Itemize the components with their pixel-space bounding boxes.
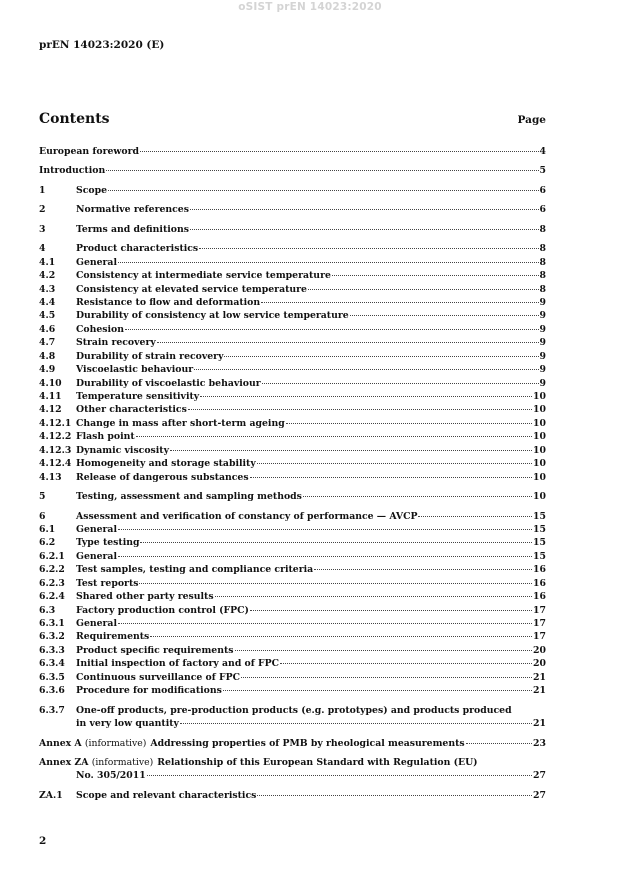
toc-entry-title: Strain recovery [76,337,156,349]
annex-label [39,737,146,750]
toc-entry-number: 4.5 [39,310,56,322]
toc-entry-number: 4.7 [39,337,56,349]
toc-entry-title: Test reports [76,577,139,589]
toc-entry-page: 10 [533,471,546,483]
toc-entry-title-line2: in very low quantity [76,718,179,730]
annex-a-page: 23 [533,737,546,749]
dot-leader [224,356,538,357]
toc-entry-page: 6 [539,184,546,196]
toc-entry-page: 16 [533,591,546,603]
toc-entry[interactable] [39,164,546,177]
toc-entry-title: Continuous surveillance of FPC [76,671,240,683]
toc-entry-title: Initial inspection of factory and of FPC [76,658,279,670]
toc-entry-page: 9 [539,310,546,322]
dot-leader [466,743,532,744]
toc-entry-title: Consistency at elevated service temperature [76,283,307,295]
dot-leader [170,450,532,451]
toc-entry-page: 8 [539,256,546,268]
toc-entry-title: General [76,618,117,629]
toc-entry-title: Testing, assessment and sampling methods [76,491,302,503]
toc-entry-page: 21 [533,671,546,683]
toc-entry-page: 10 [533,444,546,456]
dot-leader [286,423,532,424]
toc-entry-number: 4.6 [39,323,56,335]
toc-entry-title: General [76,256,117,268]
toc-entry-number: 6.2.2 [39,564,65,576]
toc-entry-page: 21 [533,718,546,730]
dot-leader [418,516,532,517]
toc-entry[interactable] [39,283,546,296]
dot-leader [139,583,532,584]
toc-entry-annex-a[interactable] [39,737,546,750]
toc-entry-title: Requirements [76,631,150,643]
toc-entry-title: European foreword [39,146,139,157]
toc-entry-number: 6.3.4 [39,658,65,670]
dot-leader [261,302,538,303]
dot-leader [332,275,539,276]
toc-entry-page: 8 [539,283,546,295]
toc-entry-page: 16 [533,564,546,576]
toc-entry-title: Terms and definitions [76,223,189,235]
toc-entry-title: Assessment and verification of constancy of performance — AVCP [76,510,418,522]
toc-entry-title: Durability of viscoelastic behaviour [76,377,261,389]
toc-entry-number: 6 [39,510,46,522]
toc-entry-number: 4.12.1 [39,417,72,429]
toc-entry[interactable] [39,323,546,336]
toc-entry-title: Product specific requirements [76,644,234,656]
toc-entry[interactable] [39,145,546,158]
toc-entry-number: 5 [39,491,46,503]
toc-entry-number: 4.8 [39,350,56,362]
toc-entry-number: 6.2.3 [39,577,65,589]
annex-a-info: (informative) [84,737,147,749]
dot-leader [188,409,532,410]
dot-leader [118,623,532,624]
toc-entry[interactable] [39,223,546,236]
page-column-label: Page [517,114,546,126]
toc-entry-page: 9 [539,296,546,308]
toc-entry-number: 6.2 [39,537,56,549]
toc-entry-number: 6.3.2 [39,631,65,643]
toc-entry-title: Scope and relevant characteristics [76,789,257,801]
toc-entry[interactable] [39,242,546,255]
toc-entry[interactable] [39,417,546,430]
dot-leader [303,496,532,497]
annex-a-title: Addressing properties of PMB by rheological measurements [150,737,465,749]
toc-entry-title: Change in mass after short-term ageing [76,417,285,429]
dot-leader [235,650,533,651]
toc-entry-number: 4.12.3 [39,444,72,456]
toc-entry[interactable] [39,644,546,657]
toc-entry-title: Viscoelastic behaviour [76,364,194,376]
toc-entry[interactable] [39,536,546,549]
toc-entry-number: 4.1 [39,256,56,268]
toc-entry[interactable] [39,617,546,630]
toc-entry-page: 10 [533,458,546,470]
dot-leader [223,690,532,691]
toc-entry-number: 6.2.4 [39,591,65,603]
annex-label [39,756,153,769]
toc-entry-number: 4.12.4 [39,458,72,470]
toc-entry-number: 6.3.3 [39,644,65,656]
toc-entry-number: 4.9 [39,364,56,376]
toc-entry-page: 17 [533,618,546,629]
dot-leader [257,795,532,796]
toc-entry-number: 6.3 [39,604,56,616]
toc-entry[interactable] [39,184,546,197]
dot-leader [108,190,539,191]
watermark: oSIST prEN 14023:2020 [238,1,382,13]
toc-entry-za-1[interactable] [39,789,546,802]
toc-entry[interactable] [39,377,546,390]
toc-entry[interactable] [39,203,546,216]
toc-entry-number: 4.12 [39,404,62,416]
toc-entry[interactable] [39,490,546,503]
dot-leader [262,383,539,384]
table-of-contents [39,145,546,802]
toc-entry-page: 15 [533,550,546,562]
toc-entry-title: Test samples, testing and compliance criteria [76,564,314,576]
toc-entry[interactable] [39,403,546,416]
toc-entry-page: 10 [533,417,546,429]
toc-entry-number: 6.3.6 [39,685,65,697]
toc-entry-page: 15 [533,537,546,549]
toc-entry-title: Release of dangerous substances [76,471,249,483]
toc-entry-page: 21 [533,685,546,697]
toc-entry-page: 10 [533,391,546,402]
toc-entry-number: 4.4 [39,296,56,308]
dot-leader [118,262,539,263]
dot-leader [194,369,538,370]
annex-za-title-line1: Relationship of this European Standard with Regulation (EU) [157,756,478,768]
toc-entry-title: General [76,523,117,535]
dot-leader [199,248,538,249]
toc-entry-page: 5 [539,165,546,177]
toc-entry-page: 15 [533,510,546,522]
toc-entry-title: Resistance to flow and deformation [76,296,261,308]
toc-entry-number: 6.3.7 [39,704,65,716]
dot-leader [250,610,532,611]
dot-leader [250,477,532,478]
dot-leader [118,556,532,557]
toc-entry[interactable] [39,590,546,603]
dot-leader [125,329,539,330]
toc-entry-title: Consistency at intermediate service temperature [76,270,331,282]
toc-entry-page: 4 [539,146,546,157]
annex-za-label: Annex ZA [39,756,89,768]
toc-entry-number: ZA.1 [39,789,63,801]
toc-entry[interactable] [39,510,546,523]
contents-heading [39,111,546,131]
dot-leader [190,209,539,210]
toc-entry-page: 10 [533,431,546,443]
toc-entry[interactable] [39,444,546,457]
toc-entry-number: 6.3.1 [39,618,65,629]
toc-entry-page: 10 [533,491,546,503]
annex-za-info: (informative) [91,756,154,768]
toc-entry[interactable] [39,604,546,617]
toc-entry[interactable] [39,630,546,643]
toc-entry-title: Procedure for modifications [76,685,222,697]
toc-entry[interactable] [39,256,546,269]
toc-entry-page: 10 [533,404,546,416]
toc-entry-number: 4.2 [39,270,56,282]
toc-entry[interactable] [39,269,546,282]
toc-entry-title: Temperature sensitivity [76,391,200,402]
toc-entry-number: 6.2.1 [39,550,65,562]
dot-leader [136,436,532,437]
dot-leader [140,542,532,543]
toc-entry-title: Introduction [39,165,106,177]
dot-leader [190,229,539,230]
toc-entry[interactable] [39,309,546,322]
toc-entry-title: Cohesion [76,323,125,335]
dot-leader [147,775,532,776]
toc-entry-page: 9 [539,323,546,335]
toc-entry[interactable] [39,563,546,576]
toc-entry[interactable] [39,296,546,309]
toc-entry-page: 27 [533,789,546,801]
annex-za-page: 27 [533,770,546,782]
toc-entry-title: Product characteristics [76,243,199,255]
toc-entry-page: 15 [533,523,546,535]
toc-entry-annex-za[interactable] [39,756,546,783]
toc-entry-number: 6.1 [39,523,56,535]
toc-entry-title: Durability of strain recovery [76,350,224,362]
toc-entry[interactable] [39,390,546,403]
toc-entry-page: 9 [539,350,546,362]
toc-entry-number: 4 [39,243,46,255]
toc-entry-number: 1 [39,184,46,196]
dot-leader [200,396,532,397]
toc-entry-title: Normative references [76,204,189,216]
toc-entry-title: Flash point [76,431,135,443]
annex-za-title-line2: No. 305/2011 [76,770,146,782]
dot-leader [118,529,532,530]
toc-entry-page: 8 [539,223,546,235]
toc-entry-page: 9 [539,337,546,349]
toc-entry-title: Factory production control (FPC) [76,604,249,616]
toc-entry[interactable] [39,523,546,536]
toc-entry-page: 17 [533,604,546,616]
toc-entry[interactable] [39,550,546,563]
toc-entry-page: 20 [533,644,546,656]
toc-entry-page: 16 [533,577,546,589]
toc-entry-list [39,145,546,698]
dot-leader [140,151,539,152]
dot-leader [215,596,532,597]
toc-entry-number: 4.13 [39,471,62,483]
toc-entry-title: Other characteristics [76,404,187,416]
toc-entry-page: 8 [539,243,546,255]
dot-leader [241,677,532,678]
toc-entry[interactable] [39,577,546,590]
toc-entry-title: Durability of consistency at low service temperature [76,310,349,322]
dot-leader [257,463,532,464]
toc-entry-page: 17 [533,631,546,643]
toc-entry-title-line1: One-off products, pre-production products (e.g. prototypes) and products produced [76,704,512,716]
dot-leader [180,723,532,724]
toc-entry-number: 3 [39,223,46,235]
toc-entry-page: 6 [539,204,546,216]
annex-a-label: Annex A [39,737,82,749]
toc-entry[interactable] [39,457,546,470]
contents-title: Contents [39,111,110,127]
dot-leader [308,289,539,290]
toc-entry[interactable] [39,671,546,684]
toc-entry[interactable] [39,350,546,363]
dot-leader [157,342,539,343]
toc-entry-title: Dynamic viscosity [76,444,170,456]
toc-entry-6-3-7[interactable] [39,704,546,731]
toc-entry-page: 9 [539,377,546,389]
toc-entry-page: 20 [533,658,546,670]
toc-entry[interactable] [39,657,546,670]
toc-entry[interactable] [39,430,546,443]
toc-entry[interactable] [39,471,546,484]
toc-entry-title: Homogeneity and storage stability [76,458,256,470]
dot-leader [106,170,538,171]
toc-entry-title: Scope [76,184,107,196]
page-number: 2 [39,835,47,847]
document-id-header: prEN 14023:2020 (E) [39,39,165,51]
toc-entry-number: 4.10 [39,377,62,389]
toc-entry-title: Type testing [76,537,140,549]
toc-entry-number: 4.11 [39,391,62,402]
dot-leader [314,569,532,570]
toc-entry-title: General [76,550,117,562]
toc-entry-page: 9 [539,364,546,376]
dot-leader [350,315,539,316]
toc-entry-title: Shared other party results [76,591,214,603]
toc-entry[interactable] [39,336,546,349]
toc-entry-number: 4.3 [39,283,56,295]
toc-entry[interactable] [39,363,546,376]
toc-entry-page: 8 [539,270,546,282]
toc-entry-number: 2 [39,204,46,216]
toc-entry[interactable] [39,684,546,697]
dot-leader [280,663,532,664]
toc-entry-number: 4.12.2 [39,431,72,443]
toc-entry-number: 6.3.5 [39,671,65,683]
dot-leader [150,636,532,637]
